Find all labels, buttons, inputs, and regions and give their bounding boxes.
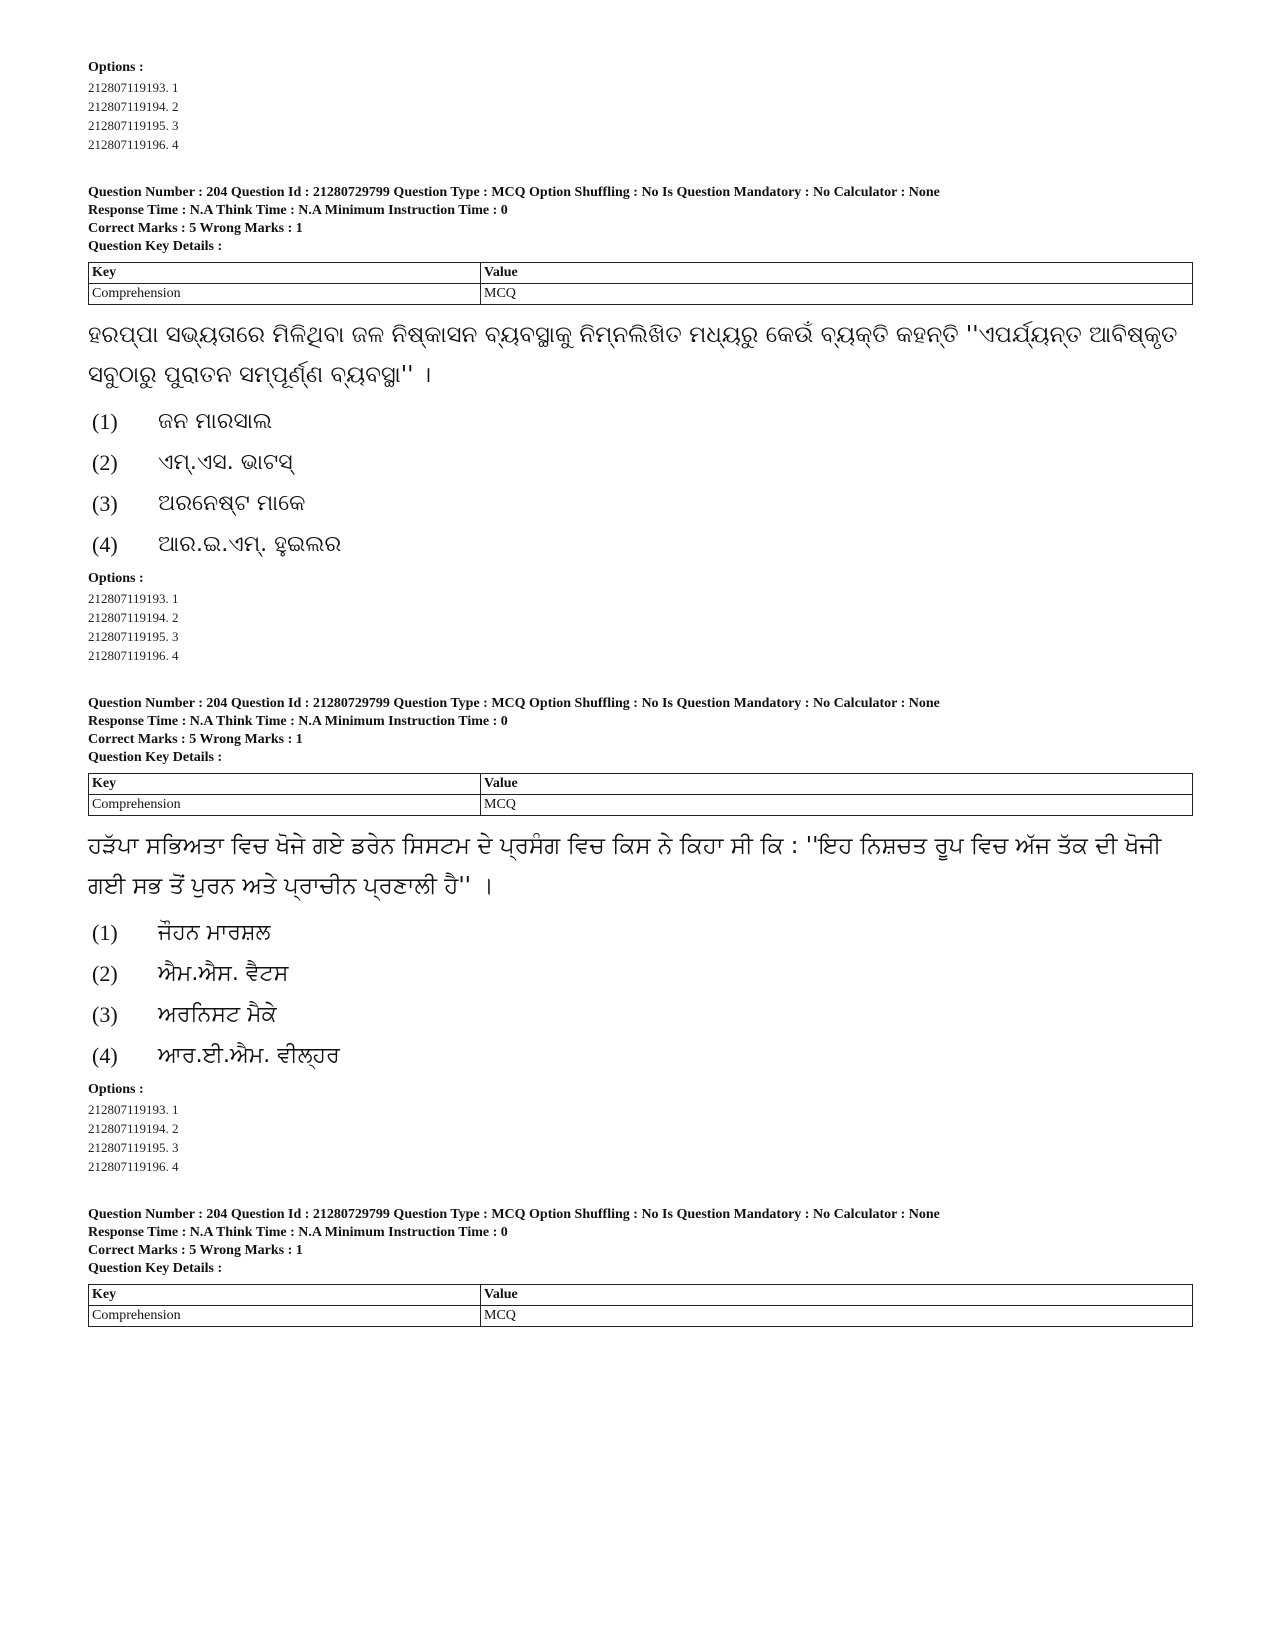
table-header-key: Key <box>89 263 481 284</box>
marks-line: Correct Marks : 5 Wrong Marks : 1 <box>88 732 303 747</box>
answer-option-number: (3) <box>92 1001 118 1027</box>
table-header-key: Key <box>89 1285 481 1306</box>
option-id: 212807119194. 2 <box>88 1121 179 1136</box>
question-meta-line: Response Time : N.A Think Time : N.A Minimum Instruction Time : 0 <box>88 203 508 218</box>
table-cell-key: Comprehension <box>89 795 481 816</box>
question-section-odia <box>88 184 1193 665</box>
table-row <box>89 795 1193 816</box>
answer-option-text: ଅରନେଷ୍ଟ ମାକେ <box>158 491 306 516</box>
answer-option-text: ਜੌਹਨ ਮਾਰਸ਼ਲ <box>158 920 271 945</box>
answer-option <box>88 1035 1193 1076</box>
key-details-table <box>88 1284 1193 1327</box>
options-label: Options : <box>88 571 144 586</box>
option-id: 212807119195. 3 <box>88 118 179 133</box>
table-row <box>89 1306 1193 1327</box>
table-cell-value: MCQ <box>481 795 1193 816</box>
question-meta-line: Question Number : 204 Question Id : 21280729799 Question Type : MCQ Option Shuffling : No Is Question Mandatory : No Calculator : None <box>88 185 940 200</box>
answer-options <box>88 401 1193 565</box>
question-meta-line: Question Number : 204 Question Id : 21280729799 Question Type : MCQ Option Shuffling : No Is Question Mandatory : No Calculator : None <box>88 696 940 711</box>
top-options-block <box>88 58 1193 154</box>
answer-option-text: ਅਰਨਿਸਟ ਮੈਕੇ <box>158 1002 277 1027</box>
option-id: 212807119195. 3 <box>88 1140 179 1155</box>
answer-option <box>88 401 1193 442</box>
option-id: 212807119194. 2 <box>88 610 179 625</box>
marks-line: Correct Marks : 5 Wrong Marks : 1 <box>88 1243 303 1258</box>
question-section-next <box>88 1206 1193 1327</box>
question-meta <box>88 184 1193 256</box>
answer-option-text: ଆର.ଇ.ଏମ୍. ହୁଇଲର <box>158 532 342 557</box>
table-header-value: Value <box>481 774 1193 795</box>
answer-option-number: (1) <box>92 408 118 434</box>
key-details-table <box>88 773 1193 816</box>
table-cell-value: MCQ <box>481 284 1193 305</box>
key-details-label: Question Key Details : <box>88 1261 223 1276</box>
question-meta <box>88 695 1193 767</box>
table-cell-value: MCQ <box>481 1306 1193 1327</box>
answer-option-number: (4) <box>92 531 118 557</box>
option-id: 212807119193. 1 <box>88 1102 179 1117</box>
question-text: ହରପ୍ପା ସଭ୍ୟତାରେ ମିଳିଥିବା ଜଳ ନିଷ୍କାସନ ବ୍ୟବସ୍ଥାକୁ ନିମ୍ନଲିଖିତ ମଧ୍ୟରୁ କେଉଁ ବ୍ୟକ୍ତି କହନ୍ତି ''ଏପର୍ଯ୍ୟନ୍ତ ଆବିଷ୍କୃତ ସବୁଠାରୁ ପୁରାତନ ସମ୍ପୂର୍ଣ୍ଣ ବ୍ୟବସ୍ଥା'' । <box>88 322 1178 388</box>
table-header-row <box>89 1285 1193 1306</box>
table-header-row <box>89 774 1193 795</box>
option-id: 212807119195. 3 <box>88 629 179 644</box>
question-meta-line: Response Time : N.A Think Time : N.A Minimum Instruction Time : 0 <box>88 1225 508 1240</box>
option-id: 212807119196. 4 <box>88 137 179 152</box>
answer-option <box>88 953 1193 994</box>
table-cell-key: Comprehension <box>89 284 481 305</box>
answer-option <box>88 912 1193 953</box>
answer-option <box>88 442 1193 483</box>
option-ids-block <box>88 1080 1193 1176</box>
document-page <box>88 58 1193 1337</box>
answer-options <box>88 912 1193 1076</box>
answer-option <box>88 483 1193 524</box>
answer-option-text: ଏମ୍.ଏସ. ଭାଟସ୍ <box>158 450 293 475</box>
answer-option-number: (2) <box>92 960 118 986</box>
key-details-table <box>88 262 1193 305</box>
answer-option <box>88 994 1193 1035</box>
table-header-key: Key <box>89 774 481 795</box>
marks-line: Correct Marks : 5 Wrong Marks : 1 <box>88 221 303 236</box>
answer-option-text: ਐਮ.ਐਸ. ਵੈਟਸ <box>158 961 289 986</box>
answer-option-text: ਆਰ.ਈ.ਐਮ. ਵੀਲ੍ਹਰ <box>158 1043 340 1068</box>
option-id: 212807119193. 1 <box>88 80 179 95</box>
key-details-label: Question Key Details : <box>88 750 223 765</box>
answer-option <box>88 524 1193 565</box>
question-text: ਹੜੱਪਾ ਸਭਿਅਤਾ ਵਿਚ ਖੋਜੇ ਗਏ ਡਰੇਨ ਸਿਸਟਮ ਦੇ ਪ੍ਰਸੰਗ ਵਿਚ ਕਿਸ ਨੇ ਕਿਹਾ ਸੀ ਕਿ : ''ਇਹ ਨਿਸ਼ਚਤ ਰੂਪ ਵਿਚ ਅੱਜ ਤੱਕ ਦੀ ਖੋਜੀ ਗਈ ਸਭ ਤੋਂ ਪੁਰਨ ਅਤੇ ਪ੍ਰਾਚੀਨ ਪ੍ਰਣਾਲੀ ਹੈ'' । <box>88 833 1162 899</box>
table-cell-key: Comprehension <box>89 1306 481 1327</box>
answer-option-text: ଜନ ମାରସାଲ <box>158 409 273 434</box>
options-label: Options : <box>88 60 144 75</box>
option-id: 212807119193. 1 <box>88 591 179 606</box>
answer-option-number: (1) <box>92 919 118 945</box>
option-ids-block <box>88 569 1193 665</box>
answer-option-number: (3) <box>92 490 118 516</box>
answer-option-number: (2) <box>92 449 118 475</box>
key-details-label: Question Key Details : <box>88 239 223 254</box>
option-id: 212807119196. 4 <box>88 648 179 663</box>
question-meta-line: Question Number : 204 Question Id : 21280729799 Question Type : MCQ Option Shuffling : No Is Question Mandatory : No Calculator : None <box>88 1207 940 1222</box>
option-id: 212807119194. 2 <box>88 99 179 114</box>
question-meta <box>88 1206 1193 1278</box>
question-meta-line: Response Time : N.A Think Time : N.A Minimum Instruction Time : 0 <box>88 714 508 729</box>
table-row <box>89 284 1193 305</box>
table-header-value: Value <box>481 263 1193 284</box>
table-header-value: Value <box>481 1285 1193 1306</box>
question-section-punjabi <box>88 695 1193 1176</box>
option-id: 212807119196. 4 <box>88 1159 179 1174</box>
answer-option-number: (4) <box>92 1042 118 1068</box>
options-label: Options : <box>88 1082 144 1097</box>
table-header-row <box>89 263 1193 284</box>
